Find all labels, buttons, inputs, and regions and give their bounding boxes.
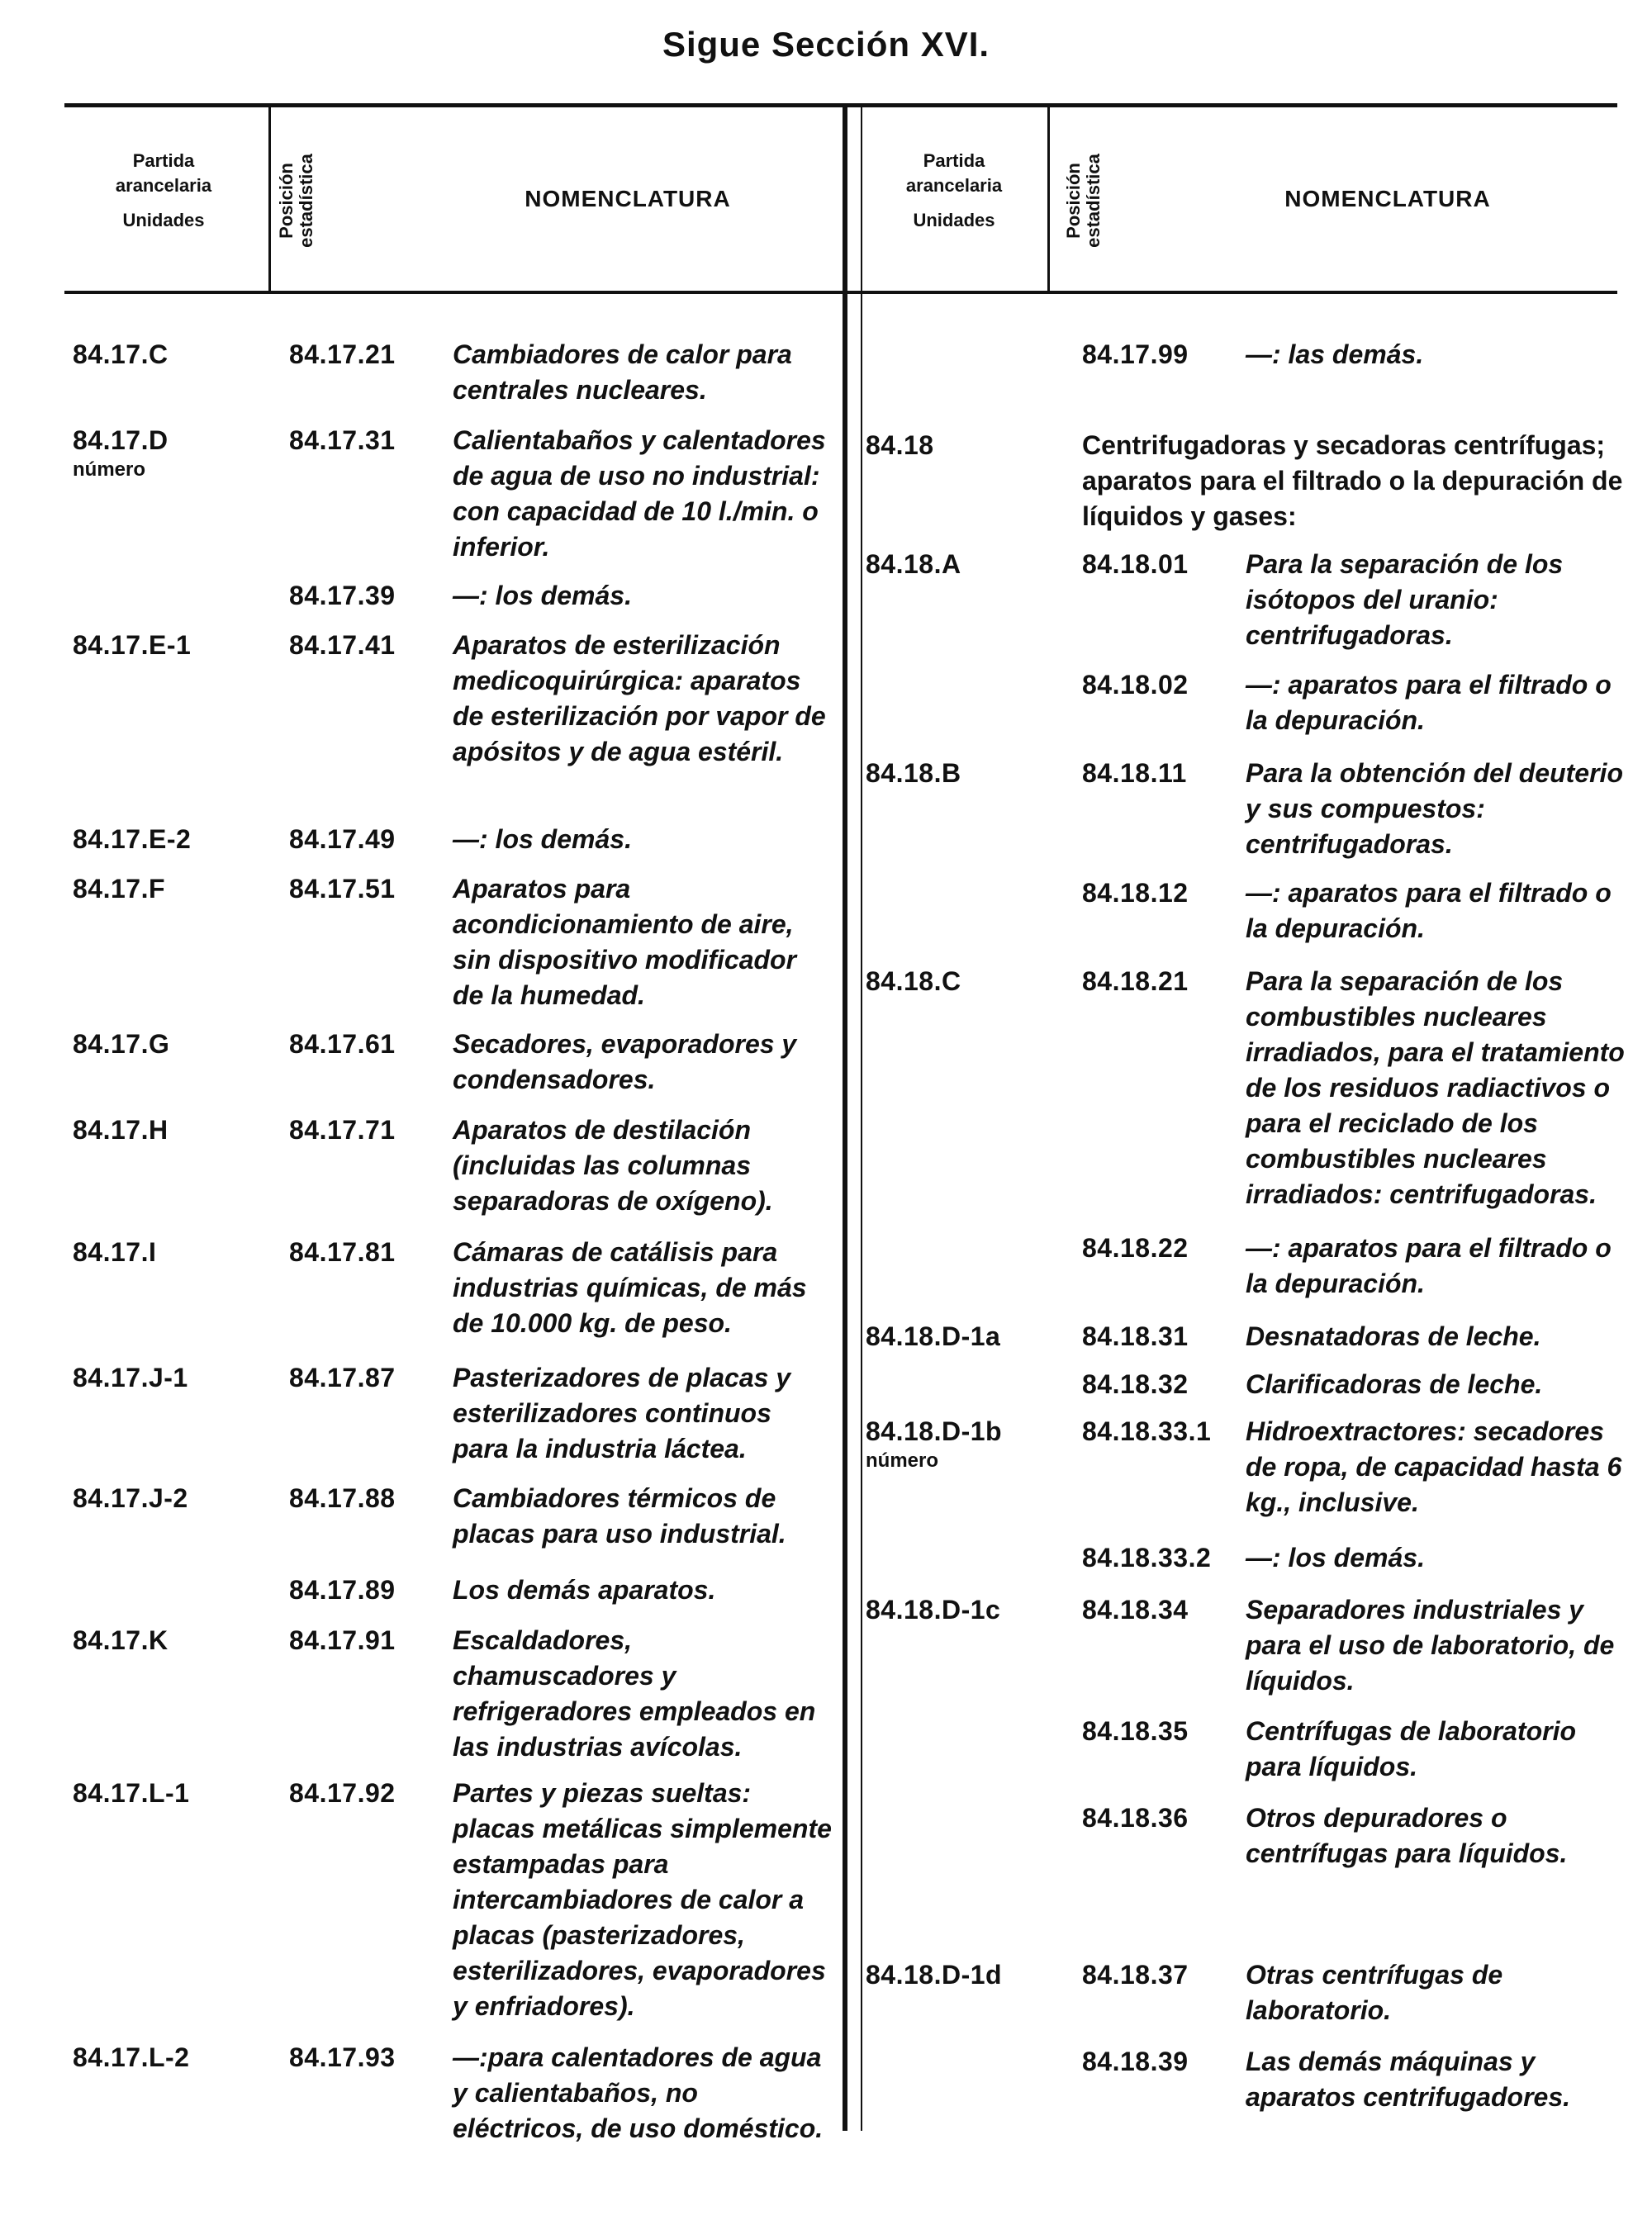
posicion-cell: 84.17.81: [289, 1237, 396, 1267]
posicion-cell: 84.18.39: [1082, 2047, 1189, 2076]
partida-cell: 84.17.J-1: [73, 1363, 188, 1392]
partida-cell: 84.17.L-2: [73, 2042, 190, 2072]
nomenclatura-cell: Pasterizadores de placas y esterilizadores continuos para la industria láctea.: [453, 1363, 791, 1463]
header-posicion-line2: estadística: [1083, 154, 1104, 248]
partida-cell: 84.17.C: [73, 339, 169, 369]
posicion-cell: 84.17.61: [289, 1029, 396, 1059]
header-nomenclatura-right: NOMENCLATURA: [1284, 186, 1491, 211]
posicion-cell: 84.17.89: [289, 1575, 396, 1605]
posicion-cell: 84.18.36: [1082, 1803, 1189, 1833]
nomenclatura-cell: —: aparatos para el filtrado o la depuración.: [1246, 878, 1612, 943]
unidades-cell: número: [866, 1449, 939, 1472]
partida-cell: 84.18.D-1a: [866, 1321, 1001, 1351]
nomenclatura-cell: Para la obtención del deuterio y sus compuestos: centrifugadoras.: [1246, 758, 1623, 859]
posicion-cell: 84.18.21: [1082, 966, 1189, 996]
header-partida-right: [859, 149, 1049, 233]
posicion-cell: 84.17.21: [289, 339, 396, 369]
header-posicion-line1: Posición: [1063, 163, 1084, 239]
partida-cell: 84.17.E-2: [73, 824, 192, 854]
partida-cell: 84.18.A: [866, 549, 961, 579]
nomenclatura-cell: Cambiadores térmicos de placas para uso industrial.: [453, 1483, 786, 1549]
nomenclatura-cell: Cambiadores de calor para centrales nucleares.: [453, 339, 792, 405]
nomenclatura-cell: Aparatos de destilación (incluidas las columnas separadoras de oxígeno).: [453, 1115, 773, 1216]
partida-cell: 84.17.J-2: [73, 1483, 188, 1513]
partida-cell: 84.18.D-1b: [866, 1416, 1003, 1446]
header-partida-line1: Partida: [923, 150, 985, 171]
partida-cell: 84.17.K: [73, 1625, 169, 1655]
nomenclatura-cell: —:para calentadores de agua y calientabaños, no eléctricos, de uso doméstico.: [453, 2042, 824, 2143]
nomenclatura-cell: Calientabaños y calentadores de agua de uso no industrial: con capacidad de 10 l./min. o inferior.: [453, 425, 826, 562]
posicion-cell: 84.18.34: [1082, 1595, 1189, 1625]
nomenclatura-cell: Partes y piezas sueltas: placas metálicas simplemente estampadas para intercambiadores de calor a placas (pasterizadores, esterilizadores, evaporadores y enfriadores).: [453, 1778, 832, 2021]
nomenclatura-cell: Secadores, evaporadores y condensadores.: [453, 1029, 797, 1094]
posicion-cell: 84.18.01: [1082, 549, 1189, 579]
center-divider-thin: [861, 106, 862, 2131]
nomenclatura-cell: Aparatos de esterilización medicoquirúrgica: aparatos de esterilización por vapor de apósitos y de agua estéril.: [453, 630, 826, 766]
nomenclatura-cell: Para la separación de los isótopos del uranio: centrifugadoras.: [1246, 549, 1564, 650]
posicion-cell: 84.17.88: [289, 1483, 396, 1513]
nomenclatura-cell: —: las demás.: [1246, 339, 1424, 369]
nomenclatura-cell: Centrífugas de laboratorio para líquidos.: [1246, 1716, 1577, 1781]
posicion-cell: 84.18.35: [1082, 1716, 1189, 1746]
posicion-cell: 84.18.32: [1082, 1369, 1189, 1399]
nomenclatura-cell: Aparatos para acondicionamiento de aire, sin dispositivo modificador de la humedad.: [453, 874, 797, 1010]
posicion-cell: 84.17.93: [289, 2042, 396, 2072]
nomenclatura-cell: —: aparatos para el filtrado o la depuración.: [1246, 1233, 1612, 1298]
nomenclatura-cell: Cámaras de catálisis para industrias químicas, de más de 10.000 kg. de peso.: [453, 1237, 807, 1338]
nomenclatura-cell: Para la separación de los combustibles nucleares irradiados, para el tratamiento de los residuos radiactivos o para el reciclado de los combustibles nucleares irradiados: centrifugadoras.: [1246, 966, 1625, 1209]
nomenclatura-cell: —: los demás.: [453, 824, 632, 854]
nomenclatura-cell: Los demás aparatos.: [453, 1575, 716, 1605]
posicion-cell: 84.18.22: [1082, 1233, 1189, 1263]
nomenclatura-cell: Hidroextractores: secadores de ropa, de capacidad hasta 6 kg., inclusive.: [1246, 1416, 1622, 1517]
header-partida-line1: Partida: [132, 150, 195, 171]
header-partida-line3: Unidades: [122, 210, 205, 230]
nomenclatura-cell: Las demás máquinas y aparatos centrifugadores.: [1246, 2047, 1570, 2112]
center-divider: [843, 106, 847, 2131]
header-posicion-line2: estadística: [296, 154, 316, 248]
partida-cell: 84.17.H: [73, 1115, 169, 1145]
posicion-cell: 84.17.31: [289, 425, 396, 455]
nomenclatura-cell: Centrifugadoras y secadoras centrífugas; aparatos para el filtrado o la depuración de líquidos y gases:: [1082, 430, 1623, 531]
partida-cell: 84.17.L-1: [73, 1778, 190, 1808]
posicion-cell: 84.18.33.2: [1082, 1543, 1212, 1572]
nomenclatura-cell: Desnatadoras de leche.: [1246, 1321, 1541, 1351]
nomenclatura-cell: Clarificadoras de leche.: [1246, 1369, 1543, 1399]
nomenclatura-cell: Otros depuradores o centrífugas para líquidos.: [1246, 1803, 1568, 1868]
posicion-cell: 84.18.31: [1082, 1321, 1189, 1351]
posicion-cell: 84.17.41: [289, 630, 396, 660]
table-header-rule: [64, 291, 1617, 294]
posicion-cell: 84.17.71: [289, 1115, 396, 1145]
nomenclatura-cell: Otras centrífugas de laboratorio.: [1246, 1960, 1503, 2025]
header-partida-line2: arancelaria: [905, 175, 1003, 196]
posicion-cell: 84.18.33.1: [1082, 1416, 1212, 1446]
header-partida-line2: arancelaria: [115, 175, 212, 196]
partida-cell: 84.17.I: [73, 1237, 157, 1267]
posicion-cell: 84.17.49: [289, 824, 396, 854]
partida-cell: 84.18.C: [866, 966, 961, 996]
header-nomenclatura: NOMENCLATURA: [525, 186, 731, 211]
header-partida-line3: Unidades: [913, 210, 995, 230]
partida-cell: 84.18.D-1c: [866, 1595, 1001, 1625]
header-partida: [64, 149, 263, 233]
partida-cell: 84.18: [866, 430, 934, 460]
posicion-cell: 84.18.02: [1082, 670, 1189, 700]
nomenclatura-cell: Separadores industriales y para el uso de laboratorio, de líquidos.: [1246, 1595, 1615, 1696]
posicion-cell: 84.17.87: [289, 1363, 396, 1392]
partida-cell: 84.17.F: [73, 874, 166, 904]
header-posicion-right: [1064, 143, 1105, 259]
partida-cell: 84.17.E-1: [73, 630, 192, 660]
unidades-cell: número: [73, 458, 146, 481]
posicion-cell: 84.17.99: [1082, 339, 1189, 369]
partida-cell: 84.18.D-1d: [866, 1960, 1003, 1990]
header-posicion: [277, 143, 318, 259]
posicion-cell: 84.18.37: [1082, 1960, 1189, 1990]
posicion-cell: 84.17.39: [289, 581, 396, 610]
posicion-cell: 84.18.11: [1082, 758, 1187, 788]
page-title: Sigue Sección XVI.: [662, 25, 990, 64]
posicion-cell: 84.17.91: [289, 1625, 396, 1655]
partida-cell: 84.17.D: [73, 425, 169, 455]
nomenclatura-cell: —: aparatos para el filtrado o la depuración.: [1246, 670, 1612, 735]
partida-cell: 84.18.B: [866, 758, 961, 788]
posicion-cell: 84.18.12: [1082, 878, 1189, 908]
posicion-cell: 84.17.51: [289, 874, 396, 904]
partida-cell: 84.17.G: [73, 1029, 170, 1059]
nomenclatura-cell: —: los demás.: [1246, 1543, 1425, 1572]
table-top-rule: [64, 103, 1617, 107]
posicion-cell: 84.17.92: [289, 1778, 396, 1808]
column-divider: [268, 106, 271, 291]
header-posicion-line1: Posición: [276, 163, 297, 239]
nomenclatura-cell: —: los demás.: [453, 581, 632, 610]
nomenclatura-cell: Escaldadores, chamuscadores y refrigeradores empleados en las industrias avícolas.: [453, 1625, 816, 1762]
